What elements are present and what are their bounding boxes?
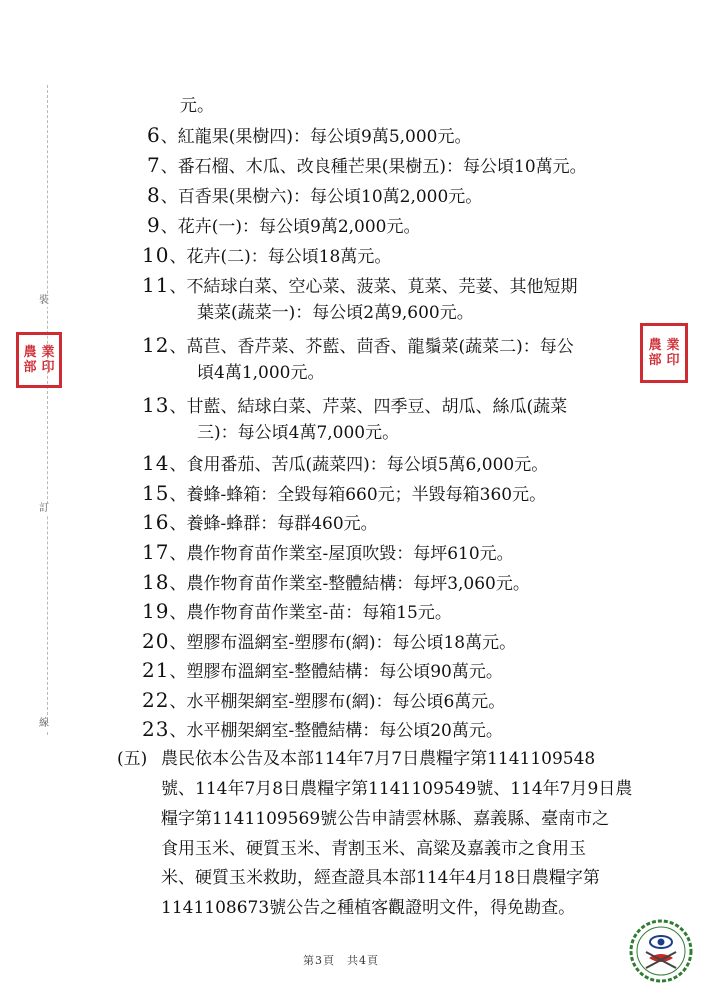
list-item: 22、水平棚架網室-塑膠布(網)：每公頃6萬元。 [142, 688, 506, 712]
list-item: 20、塑膠布溫網室-塑膠布(網)：每公頃18萬元。 [142, 629, 517, 653]
binding-mark: 訂 [39, 503, 49, 514]
binding-mark: 線 [39, 718, 49, 729]
section-text: 號、114年7月8日農糧字第1141109549號、114年7月9日農 [161, 779, 633, 799]
agency-emblem-icon [628, 918, 694, 984]
binding-mark: 裝 [39, 295, 49, 306]
list-item: 23、水平棚架網室-整體結構：每公頃20萬元。 [142, 717, 503, 741]
section-text: 糧字第1141109569號公告申請雲林縣、嘉義縣、臺南市之 [161, 809, 610, 829]
list-item: 6、紅龍果(果樹四)：每公頃9萬5,000元。 [147, 123, 472, 147]
list-item: 21、塑膠布溫網室-整體結構：每公頃90萬元。 [142, 658, 503, 682]
page-total: 共4頁 [347, 954, 379, 967]
list-item: 16、養蜂-蜂群：每群460元。 [142, 510, 378, 534]
seal-stamp: 農 業 部 印 [16, 332, 62, 388]
section-text: 米、硬質玉米救助，經查證具本部114年4月18日農糧字第 [161, 868, 600, 888]
continuation-text: 三)：每公頃4萬7,000元。 [197, 423, 400, 443]
page-footer [303, 952, 391, 968]
section-label: (五) [117, 749, 148, 769]
list-item: 14、食用番茄、苦瓜(蔬菜四)：每公頃5萬6,000元。 [142, 451, 549, 475]
continuation-text: 葉菜(蔬菜一)：每公頃2萬9,600元。 [197, 303, 474, 323]
list-item: 18、農作物育苗作業室-整體結構：每坪3,060元。 [142, 570, 530, 594]
section-text: 農民依本公告及本部114年7月7日農糧字第1141109548 [161, 749, 596, 769]
list-item: 7、番石榴、木瓜、改良種芒果(果樹五)：每公頃10萬元。 [147, 153, 587, 177]
seal-stamp: 農 業 部 印 [640, 323, 688, 383]
list-item: 11、不結球白菜、空心菜、菠菜、莧菜、芫荽、其他短期 [142, 273, 578, 297]
list-item: 19、農作物育苗作業室-苗：每箱15元。 [142, 599, 452, 623]
continuation-text: 頃4萬1,000元。 [197, 363, 325, 383]
list-item: 17、農作物育苗作業室-屋頂吹毀：每坪610元。 [142, 540, 514, 564]
list-item: 9、花卉(一)：每公頃9萬2,000元。 [147, 213, 421, 237]
list-item: 13、甘藍、結球白菜、芹菜、四季豆、胡瓜、絲瓜(蔬菜 [142, 393, 568, 417]
section-text: 食用玉米、硬質玉米、青割玉米、高粱及嘉義市之食用玉 [161, 839, 586, 859]
list-item: 12、萵苣、香芹菜、芥藍、茴香、龍鬚菜(蔬菜二)：每公 [142, 333, 574, 357]
binding-line [47, 85, 48, 735]
list-item: 10、花卉(二)：每公頃18萬元。 [142, 243, 392, 267]
list-item: 15、養蜂-蜂箱：全毀每箱660元；半毀每箱360元。 [142, 481, 547, 505]
list-item: 8、百香果(果樹六)：每公頃10萬2,000元。 [147, 183, 483, 207]
section-text: 1141108673號公告之種植客觀證明文件，得免勘查。 [161, 898, 576, 918]
continuation-text: 元。 [180, 96, 214, 116]
page-number: 第3頁 [303, 954, 335, 967]
